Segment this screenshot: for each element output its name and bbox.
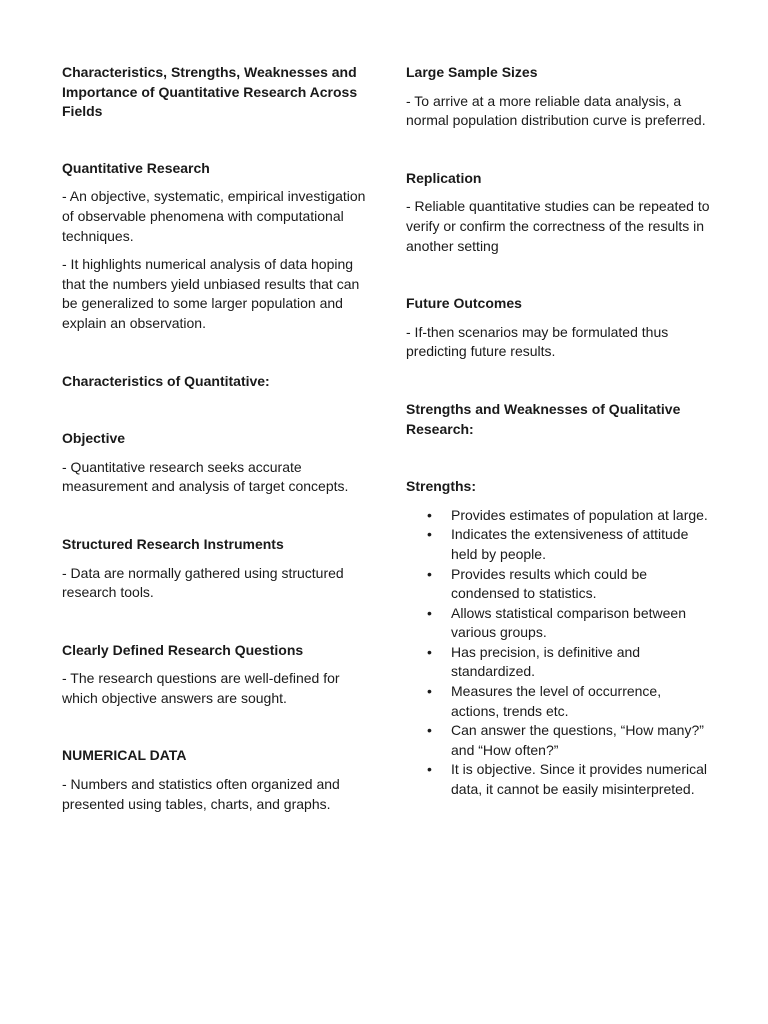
- section-heading-instruments: Structured Research Instruments: [62, 535, 284, 552]
- list-item: [406, 604, 712, 643]
- list-item-text: Measures the level of occurrence, actions, trends etc.: [451, 683, 662, 719]
- list-item-text: It is objective. Since it provides numerical data, it cannot be easily misinterpreted.: [451, 761, 707, 798]
- list-item: [406, 760, 712, 799]
- right-column: [406, 63, 712, 800]
- list-item-text: Provides results which could be condensed to statistics.: [451, 565, 648, 602]
- list-item-text: Allows statistical comparison between various groups.: [451, 604, 686, 641]
- list-item: [406, 643, 712, 682]
- paragraph-objective: - Quantitative research seeks accurate measurement and analysis of target concepts.: [62, 458, 349, 495]
- section-heading-replication: Replication: [406, 169, 482, 186]
- list-item-text: Provides estimates of population at large.: [451, 506, 708, 523]
- paragraph-replication: - Reliable quantitative studies can be repeated to verify or confirm the correctness of the results in another setting: [406, 198, 710, 254]
- paragraph-quantitative-highlights: - It highlights numerical analysis of data hoping that the numbers yield unbiased results that can be generalized to some larger population and explain an observation.: [62, 256, 360, 331]
- section-heading-numerical-data: NUMERICAL DATA: [62, 747, 187, 764]
- paragraph-large-samples: - To arrive at a more reliable data analysis, a normal population distribution curve is preferred.: [406, 92, 706, 129]
- list-item: [406, 525, 712, 564]
- paragraph-quantitative-definition: - An objective, systematic, empirical investigation of observable phenomena with computational techniques.: [62, 188, 366, 244]
- section-heading-future-outcomes: Future Outcomes: [406, 295, 522, 312]
- list-item: [406, 565, 712, 604]
- bullet-icon: •: [427, 683, 432, 700]
- section-heading-strengths: Strengths:: [406, 478, 476, 495]
- bullet-icon: •: [427, 506, 432, 523]
- left-column: [62, 63, 368, 823]
- bullet-icon: •: [427, 604, 432, 621]
- strengths-list: [406, 506, 712, 800]
- section-heading-strengths-weaknesses: Strengths and Weaknesses of Qualitative Research:: [406, 400, 681, 437]
- list-item: [406, 682, 712, 721]
- list-item: [406, 506, 712, 526]
- bullet-icon: •: [427, 526, 432, 543]
- list-item-text: Indicates the extensiveness of attitude held by people.: [451, 526, 689, 562]
- section-heading-quantitative-research: Quantitative Research: [62, 159, 210, 176]
- paragraph-numerical-data: - Numbers and statistics often organized and presented using tables, charts, and graphs.: [62, 776, 340, 812]
- bullet-icon: •: [427, 565, 432, 582]
- paragraph-research-questions: - The research questions are well-defined for which objective answers are sought.: [62, 670, 340, 706]
- list-item-text: Has precision, is definitive and standardized.: [451, 643, 641, 680]
- section-heading-characteristics: Characteristics of Quantitative:: [62, 372, 270, 389]
- document-title: Characteristics, Strengths, Weaknesses and Importance of Quantitative Research Across Fields: [62, 64, 358, 120]
- paragraph-instruments: - Data are normally gathered using structured research tools.: [62, 564, 344, 601]
- section-heading-objective: Objective: [62, 430, 126, 447]
- section-heading-research-questions: Clearly Defined Research Questions: [62, 641, 304, 658]
- bullet-icon: •: [427, 722, 432, 739]
- bullet-icon: •: [427, 761, 432, 778]
- section-heading-large-samples: Large Sample Sizes: [406, 64, 538, 80]
- bullet-icon: •: [427, 643, 432, 660]
- list-item: [406, 721, 712, 760]
- list-item-text: Can answer the questions, “How many?” and “How often?”: [451, 722, 704, 758]
- paragraph-future-outcomes: - If-then scenarios may be formulated thus predicting future results.: [406, 323, 669, 360]
